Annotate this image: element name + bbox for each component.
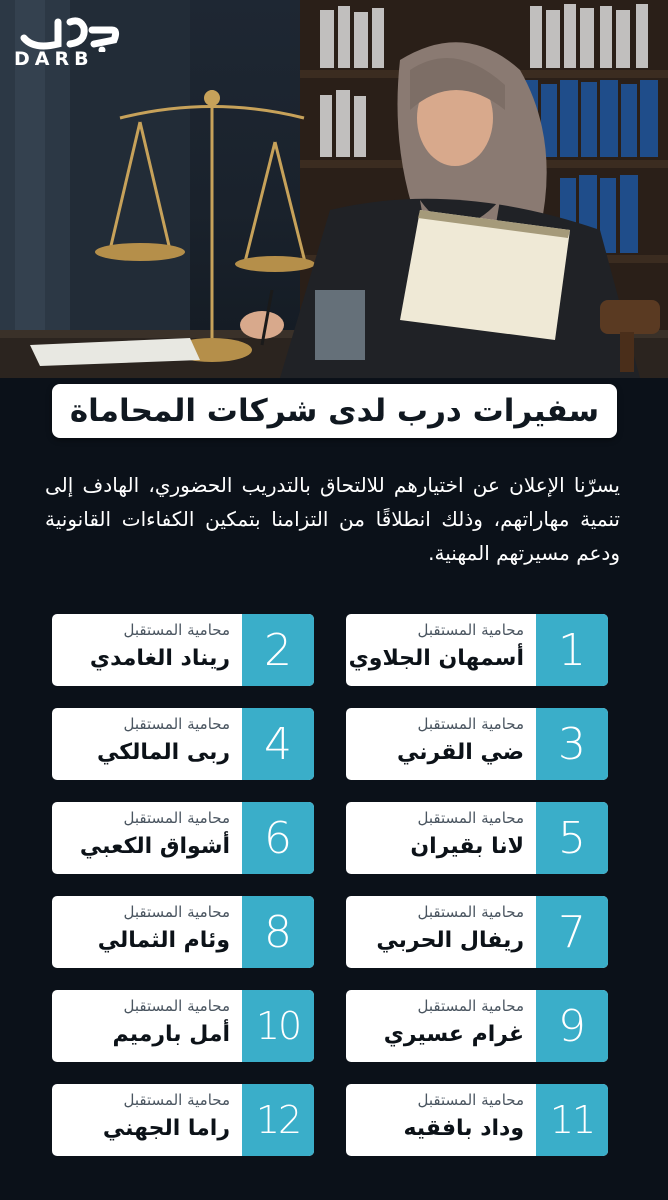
card-number: 7 — [536, 896, 608, 968]
card-number: 1 — [536, 614, 608, 686]
card-number: 3 — [536, 708, 608, 780]
card-role: محامية المستقبل — [123, 903, 230, 921]
ambassador-card-6 — [52, 802, 314, 874]
intro-paragraph: يسرّنا الإعلان عن اختيارهم للالتحاق بالتدريب الحضوري، الهادف إلى تنمية مهاراتهم، وذلك انطلاقًا من التزامنا بتمكين الكفاءات القانونية ودعم مسيرتهم المهنية. — [45, 473, 620, 565]
card-role: محامية المستقبل — [417, 621, 524, 639]
card-role: محامية المستقبل — [417, 903, 524, 921]
card-name: راما الجهني — [102, 1116, 230, 1141]
ambassador-card-2 — [52, 614, 314, 686]
card-name: أشواق الكعبي — [79, 834, 230, 859]
page-title: سفيرات درب لدى شركات المحاماة — [69, 393, 600, 429]
ambassador-card-1 — [346, 614, 608, 686]
card-number: 10 — [242, 990, 314, 1062]
ambassador-card-11 — [346, 1084, 608, 1156]
card-name: وداد بافقيه — [403, 1116, 524, 1141]
card-role: محامية المستقبل — [417, 809, 524, 827]
card-role: محامية المستقبل — [123, 621, 230, 639]
card-name: لانا بقيران — [410, 834, 524, 859]
ambassador-card-10 — [52, 990, 314, 1062]
ambassador-card-4 — [52, 708, 314, 780]
card-number: 8 — [242, 896, 314, 968]
card-name: ربى المالكي — [97, 740, 230, 765]
ambassador-card-7 — [346, 896, 608, 968]
card-number: 11 — [536, 1084, 608, 1156]
card-number: 12 — [242, 1084, 314, 1156]
ambassador-card-12 — [52, 1084, 314, 1156]
darb-logo-mark — [14, 8, 124, 52]
card-name: ريفال الحربي — [376, 928, 524, 953]
card-role: محامية المستقبل — [417, 1091, 524, 1109]
card-name: ريناد الغامدي — [89, 646, 230, 671]
ambassador-card-8 — [52, 896, 314, 968]
card-name: ضي القرني — [396, 740, 524, 765]
card-name: أسمهان الجلاوي — [348, 646, 524, 671]
ambassadors-grid — [52, 614, 608, 1156]
card-role: محامية المستقبل — [123, 809, 230, 827]
card-number: 4 — [242, 708, 314, 780]
page-title-box — [52, 384, 617, 438]
card-name: أمل بارميم — [112, 1022, 230, 1047]
card-number: 2 — [242, 614, 314, 686]
card-number: 6 — [242, 802, 314, 874]
card-role: محامية المستقبل — [417, 997, 524, 1015]
logo-latin-text: DARB — [14, 48, 94, 70]
ambassador-card-5 — [346, 802, 608, 874]
card-name: وئام الثمالي — [97, 928, 230, 953]
card-role: محامية المستقبل — [417, 715, 524, 733]
card-number: 9 — [536, 990, 608, 1062]
ambassador-card-3 — [346, 708, 608, 780]
card-role: محامية المستقبل — [123, 715, 230, 733]
card-number: 5 — [536, 802, 608, 874]
card-name: غرام عسيري — [383, 1022, 524, 1047]
card-role: محامية المستقبل — [123, 1091, 230, 1109]
card-role: محامية المستقبل — [123, 997, 230, 1015]
ambassador-card-9 — [346, 990, 608, 1062]
